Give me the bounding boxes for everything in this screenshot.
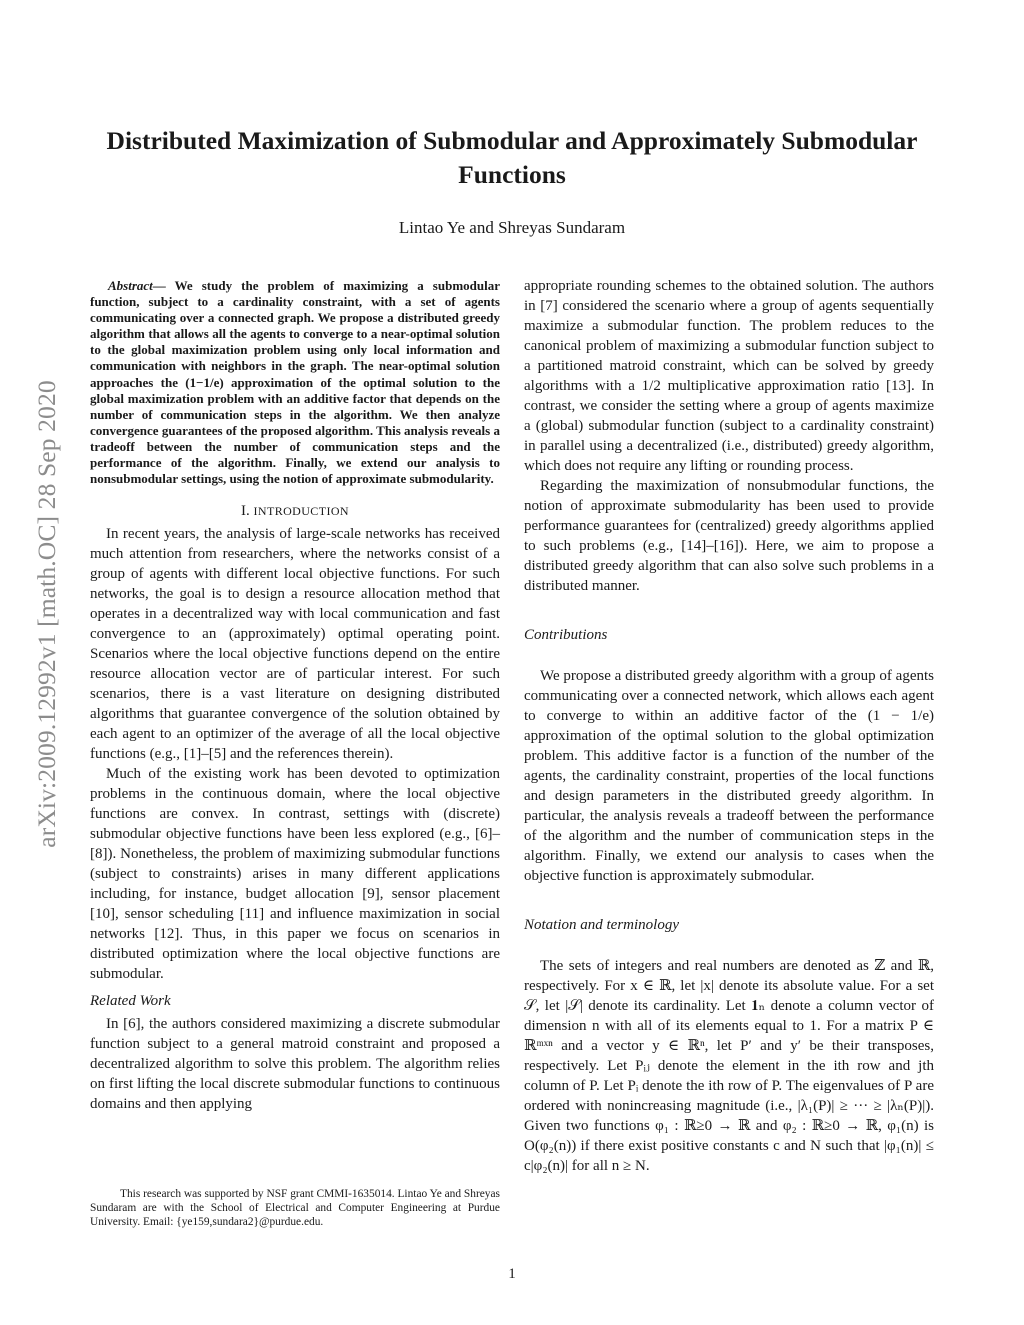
- abstract-text: — We study the problem of maximizing a submodular function, subject to a cardinality constraint, with a set of agents communicating over a connected graph. We propose a distributed greedy algorithm that allows all the agents to converge to a near-optimal solution to the global maximization problem using only local information and communication with neighbors in the graph. The near-optimal solution approaches the (1−1/e) approximation of the optimal solution to the global maximization problem with an additive factor that depends on the number of communication steps in the algorithm. We then analyze convergence guarantees of the proposed algorithm. This analysis reveals a tradeoff between the number of communication steps and the performance of the algorithm. Finally, we extend our analysis to nonsubmodular settings, using the notion of approximate submodularity.: [90, 278, 500, 487]
- arxiv-sidebar: [32, 296, 62, 932]
- intro-paragraph-2: Much of the existing work has been devoted to optimization problems in the continuous domain, where the local objective functions are convex. In contrast, settings with (discrete) submodular objective functions have been less explored (e.g., [6]–[8]). Nonetheless, the problem of maximizing submodular functions (subject to constraints) arises in many different applications including, for instance, budget allocation [9], sensor placement [10], sensor scheduling [11] and influence maximization in social networks [12]. Thus, in this paper we focus on scenarios in distributed optimization where the local objective functions are submodular.: [90, 766, 500, 983]
- paper-title: Distributed Maximization of Submodular and Approximately Submodular Functions: [106, 126, 918, 189]
- related-work-continuation: appropriate rounding schemes to the obtained solution. The authors in [7] considered the scenario where a group of agents sequentially maximize a submodular function. The problem reduces to the canonical problem of maximizing a submodular function subject to a partitioned matroid constraint, which can be solved by greedy algorithms with a 1/2 multiplicative approximation ratio [13]. In contrast, we consider the setting where a group of agents maximize a (global) submodular function (subject to a cardinality constraint) in parallel using a decentralized (i.e., distributed) greedy algorithm, which does not require any lifting or rounding process.: [524, 278, 934, 474]
- right-column: [524, 276, 934, 1176]
- subsection-heading-related-work: Related Work: [90, 993, 171, 1010]
- abstract: [90, 278, 500, 487]
- intro-paragraph-1: In recent years, the analysis of large-scale networks has received much attention from researchers, where the networks consist of a group of agents with different local objective functions. For such networks, the goal is to design a resource allocation method that operates in a decentralized way with local communication and fast convergence to an (approximately) optimal operating point. Scenarios where the local objective functions depend on the entire resource allocation vector are of particular interest. For such scenarios, there is a vast literature on designing distributed algorithms that guarantee convergence of the solution obtained by each agent to an optimizer of the average of all the local objective functions (e.g., [1]–[5] and the references therein).: [90, 526, 500, 763]
- arxiv-identifier: arXiv:2009.12992v1 [math.OC] 28 Sep 2020: [32, 380, 61, 848]
- subsection-heading-contributions: Contributions: [524, 627, 608, 643]
- page-number: 1: [508, 1266, 516, 1282]
- contributions-paragraph: We propose a distributed greedy algorithm with a group of agents communicating over a connected network, which allows each agent to converge to within an additive factor of the (1 − 1/e) approximation of the optimal solution to the global optimization problem. This additive factor is a function of the number of the agents, the cardinality constraint, properties of the local functions and design parameters in the distributed greedy algorithm. In particular, the analysis reveals a tradeoff between the performance of the algorithm and the number of communication steps in the algorithm. Finally, we extend our analysis to cases when the objective function is approximately submodular.: [524, 668, 934, 884]
- left-column: [90, 278, 500, 1114]
- section-heading-introduction: [90, 501, 500, 521]
- section-title: INTRODUCTION: [253, 504, 349, 519]
- section-number: I.: [241, 503, 250, 520]
- notation-paragraph: The sets of integers and real numbers are denoted as ℤ and ℝ, respectively. For x ∈ ℝ, let |x| denote its absolute value. For a set 𝒮, let |𝒮| denote its cardinality. Let 𝟏ₙ denote a column vector of dimension n with all of its elements equal to 1. For a matrix P ∈ ℝᵐˣⁿ and a vector y ∈ ℝⁿ, let P′ and y′ be their transposes, respectively. Let Pᵢⱼ denote the element in the ith row and jth column of P. Let Pᵢ denote the ith row of P. The eigenvalues of P are ordered with nonincreasing magnitude (i.e., |λ₁(P)| ≥ ··· ≥ |λₙ(P)|). Given two functions φ₁ : ℝ≥0 → ℝ and φ₂ : ℝ≥0 → ℝ, φ₁(n) is O(φ₂(n)) if there exist positive constants c and N such that |φ₁(n)| ≤ c|φ₂(n)| for all n ≥ N.: [524, 958, 934, 1174]
- abstract-label: Abstract: [108, 278, 153, 293]
- author-list: Lintao Ye and Shreyas Sundaram: [398, 218, 626, 237]
- footnote: This research was supported by NSF grant CMMI-1635014. Lintao Ye and Shreyas Sundaram are with the School of Electrical and Computer Engineering at Purdue University. Email: {ye159,sundara2}@purdue.edu.: [90, 1188, 500, 1228]
- nonsubmodular-paragraph: Regarding the maximization of nonsubmodular functions, the notion of approximate submodularity has been used to provide performance guarantees for (centralized) greedy algorithms applied to such problems (e.g., [14]–[16]). Here, we aim to propose a distributed greedy algorithm that can also solve such problems in a distributed manner.: [524, 478, 934, 594]
- subsection-heading-notation: Notation and terminology: [524, 917, 679, 933]
- related-work-paragraph: In [6], the authors considered maximizing a discrete submodular function subject to a general matroid constraint and proposed a decentralized algorithm to solve this problem. The algorithm relies on first lifting the local discrete submodular functions to continuous domains and then applying: [90, 1016, 500, 1113]
